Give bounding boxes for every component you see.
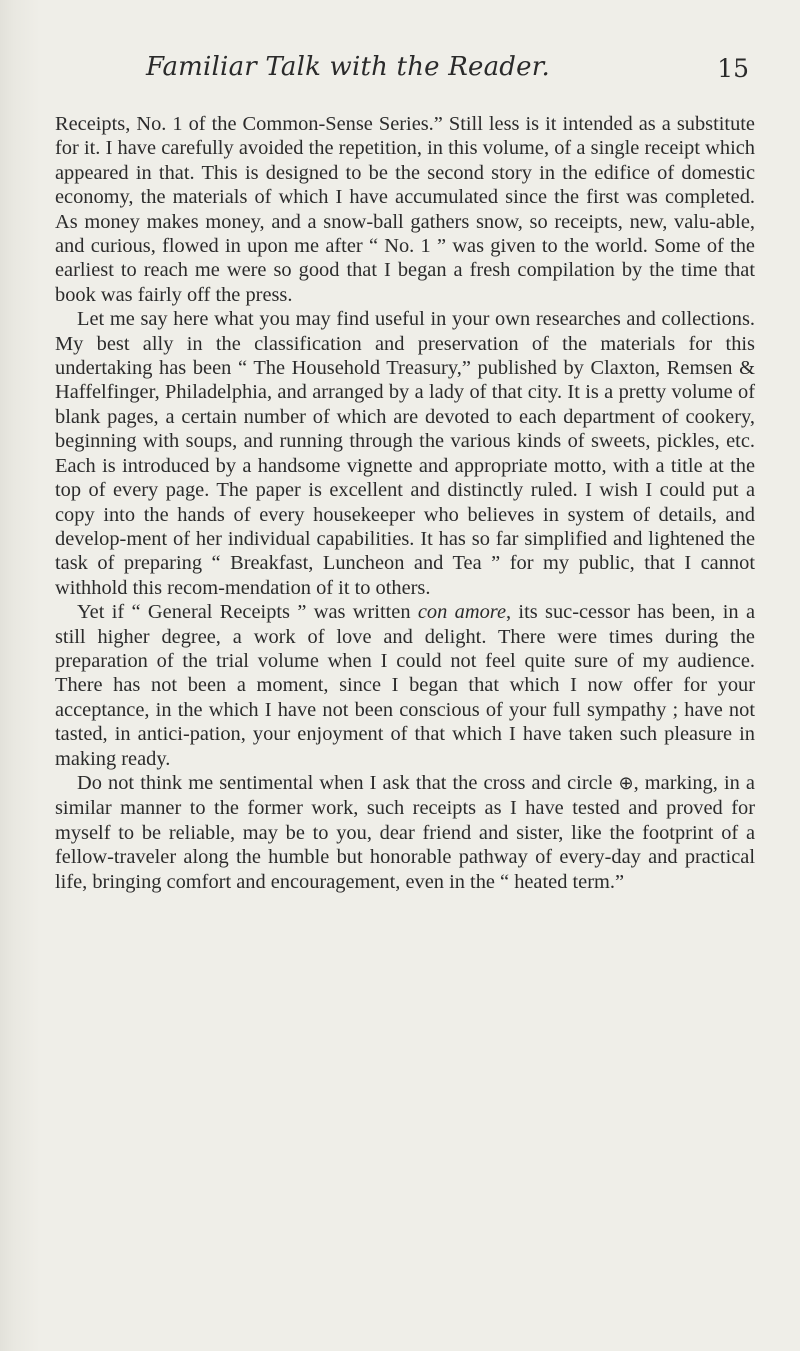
page-number: 15 bbox=[717, 54, 749, 83]
paragraph-3-text-b: , its suc-cessor has been, in a still higher degree, a work of love and delight. There were times during the preparation of the trial volume when I could not feel quite sure of my audience. There has not been a moment, since I began that which I now offer for your acceptance, in the which I have not been conscious of your full sympathy ; have not tasted, in antici-pation, your enjoyment of that which I have taken such pleasure in making ready. bbox=[55, 601, 755, 770]
paragraph-3 bbox=[55, 600, 755, 771]
paragraph-1: Receipts, No. 1 of the Common-Sense Series.” Still less is it intended as a substitute for it. I have carefully avoided the repetition, in this volume, of a single receipt which appeared in that. This is designed to be the second story in the edifice of domestic economy, the materials of which I have accumulated since the first was completed. As money makes money, and a snow-ball gathers snow, so receipts, new, valu-able, and curious, flowed in upon me after “ No. 1 ” was given to the world. Some of the earliest to reach me were so good that I began a fresh compilation by the time that book was fairly off the press. bbox=[55, 113, 755, 306]
paragraph-3-text-a: Yet if “ General Receipts ” was written bbox=[77, 601, 418, 624]
paragraph-4 bbox=[55, 771, 755, 894]
italic-phrase: con amore bbox=[417, 601, 506, 624]
paragraph-4-text-a: Do not think me sentimental when I ask that the cross and circle bbox=[77, 771, 619, 794]
cross-and-circle-icon: ⊕ bbox=[618, 772, 634, 794]
body-text bbox=[55, 112, 755, 894]
paragraph-2: Let me say here what you may find useful in your own researches and collections. My best ally in the classification and preservation of the materials for this undertaking has been “ The Household Treasury,” published by Claxton, Remsen & Haffelfinger, Philadelphia, and arranged by a lady of that city. It is a pretty volume of blank pages, a certain number of which are devoted to each department of cookery, beginning with soups, and running through the various kinds of sweets, pickles, etc. Each is introduced by a handsome vignette and appropriate motto, with a title at the top of every page. The paper is excellent and distinctly ruled. I wish I could put a copy into the hands of every housekeeper who believes in system of details, and develop-ment of her individual capabilities. It has so far simplified and lightened the task of preparing “ Breakfast, Luncheon and Tea ” for my public, that I cannot withhold this recom-mendation of it to others. bbox=[55, 308, 755, 599]
page-header bbox=[0, 52, 800, 96]
running-title: Familiar Talk with the Reader. bbox=[146, 52, 550, 82]
paragraph-4-text-b: , marking, in a similar manner to the former work, such receipts as I have tested and proved for myself to be reliable, may be to you, dear friend and sister, like the footprint of a fellow-traveler along the humble but honorable pathway of every-day and practical life, bringing comfort and encouragement, even in the “ heated term.” bbox=[55, 771, 755, 893]
